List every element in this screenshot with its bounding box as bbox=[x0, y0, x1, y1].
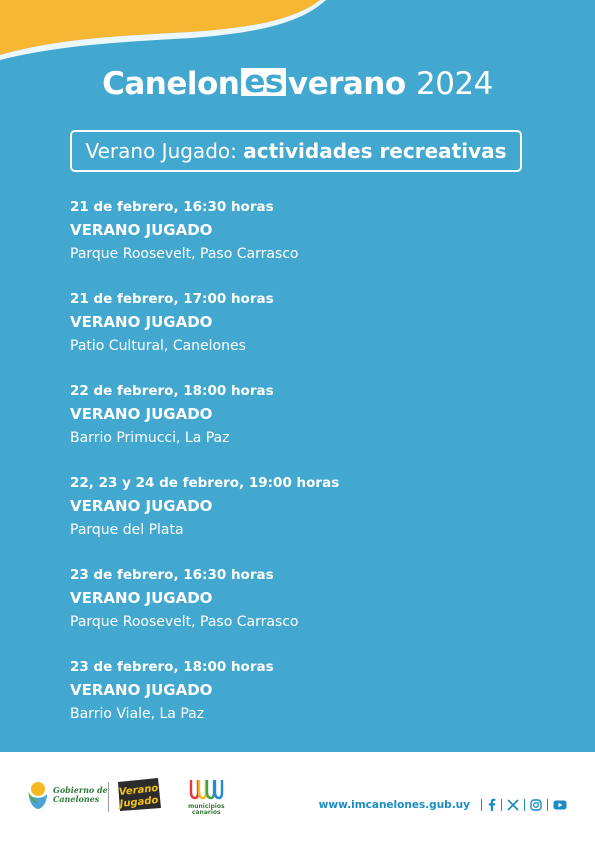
municipios-figures-icon bbox=[188, 778, 224, 800]
decorative-wave bbox=[0, 0, 595, 60]
x-icon[interactable] bbox=[507, 799, 519, 811]
svg-text:Verano: Verano bbox=[118, 782, 159, 799]
gobierno-logo-line2: Canelones bbox=[53, 794, 100, 804]
title-verano: verano bbox=[287, 66, 406, 102]
event-name: VERANO JUGADO bbox=[70, 313, 213, 331]
logo-divider bbox=[108, 782, 109, 812]
canelones-emblem-icon bbox=[27, 780, 49, 810]
event-date: 21 de febrero, 17:00 horas bbox=[70, 291, 274, 307]
instagram-icon[interactable] bbox=[530, 799, 542, 811]
event-date: 21 de febrero, 16:30 horas bbox=[70, 199, 274, 215]
divider bbox=[501, 799, 502, 811]
event-item bbox=[70, 656, 550, 748]
event-place: Parque Roosevelt, Paso Carrasco bbox=[70, 614, 299, 630]
event-name: VERANO JUGADO bbox=[70, 681, 213, 699]
event-place: Barrio Primucci, La Paz bbox=[70, 430, 230, 446]
event-name: VERANO JUGADO bbox=[70, 497, 213, 515]
divider bbox=[524, 799, 525, 811]
municipios-canarios-logo bbox=[188, 778, 225, 816]
title-year: 2024 bbox=[415, 66, 493, 102]
youtube-icon[interactable] bbox=[553, 800, 567, 810]
event-item bbox=[70, 380, 550, 472]
event-list bbox=[70, 196, 550, 748]
event-place: Parque Roosevelt, Paso Carrasco bbox=[70, 246, 299, 262]
event-place: Patio Cultural, Canelones bbox=[70, 338, 246, 354]
subtitle-regular: Verano Jugado: bbox=[85, 139, 244, 163]
municipios-line2: canarios bbox=[191, 809, 221, 816]
verano-jugado-logo bbox=[114, 774, 164, 818]
event-date: 22, 23 y 24 de febrero, 19:00 horas bbox=[70, 475, 340, 491]
gobierno-canelones-logo bbox=[27, 780, 108, 810]
page-title bbox=[0, 66, 595, 102]
website-link[interactable]: www.imcanelones.gub.uy bbox=[318, 798, 470, 811]
event-item bbox=[70, 288, 550, 380]
footer bbox=[0, 752, 595, 842]
event-name: VERANO JUGADO bbox=[70, 589, 213, 607]
title-canelon: Canelon bbox=[102, 66, 240, 102]
divider bbox=[547, 799, 548, 811]
event-name: VERANO JUGADO bbox=[70, 221, 213, 239]
event-date: 23 de febrero, 16:30 horas bbox=[70, 567, 274, 583]
event-name: VERANO JUGADO bbox=[70, 405, 213, 423]
contact-bar bbox=[319, 798, 567, 811]
event-date: 22 de febrero, 18:00 horas bbox=[70, 383, 274, 399]
event-item bbox=[70, 196, 550, 288]
gobierno-logo-line1: Gobierno de bbox=[53, 785, 108, 795]
event-item bbox=[70, 564, 550, 656]
subtitle-box bbox=[70, 130, 522, 172]
divider bbox=[481, 799, 482, 811]
event-place: Parque del Plata bbox=[70, 522, 184, 538]
gobierno-logo-text bbox=[53, 786, 108, 804]
event-place: Barrio Viale, La Paz bbox=[70, 706, 205, 722]
subtitle-bold: actividades recreativas bbox=[243, 139, 507, 163]
event-date: 23 de febrero, 18:00 horas bbox=[70, 659, 274, 675]
event-item bbox=[70, 472, 550, 564]
facebook-icon[interactable] bbox=[487, 798, 496, 811]
svg-text:Jugado: Jugado bbox=[119, 795, 159, 810]
municipios-line1: municipios bbox=[188, 803, 225, 810]
title-es: es bbox=[241, 68, 285, 96]
